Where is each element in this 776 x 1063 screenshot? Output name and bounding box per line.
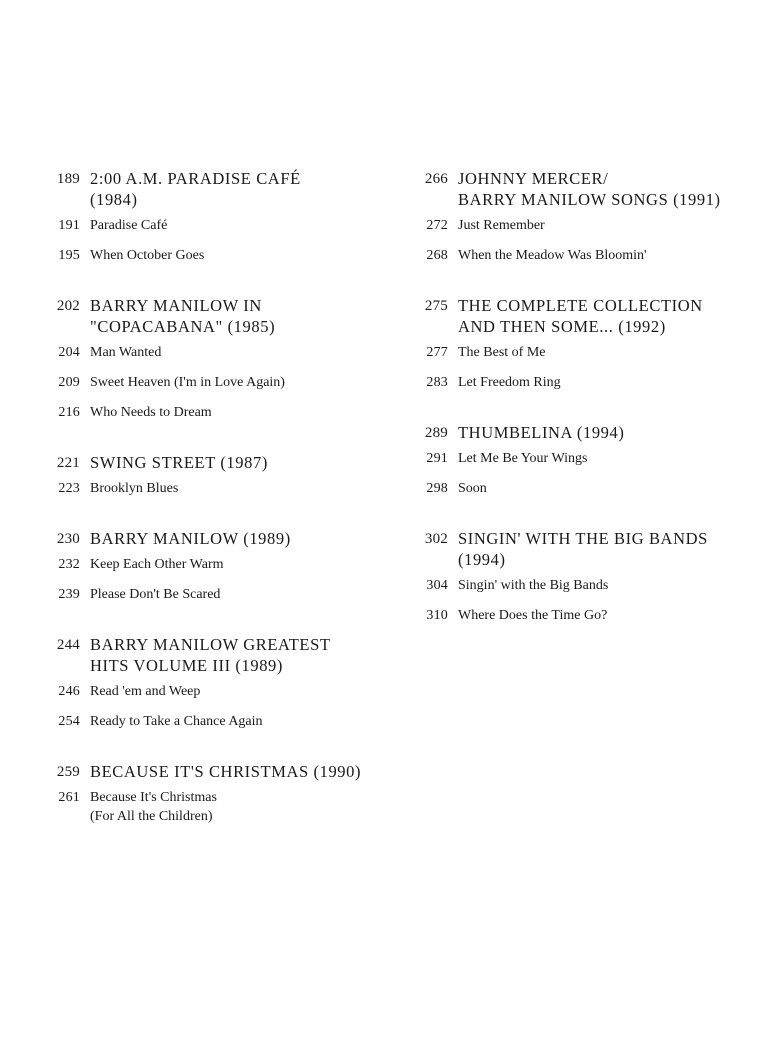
song-entry[interactable] bbox=[40, 343, 390, 362]
album-entry[interactable] bbox=[408, 295, 768, 337]
song-entry[interactable] bbox=[40, 216, 390, 235]
song-entry[interactable] bbox=[408, 479, 768, 498]
song-page-number: 216 bbox=[58, 405, 80, 420]
album-section bbox=[40, 528, 390, 604]
album-title: 2:00 A.M. PARADISE CAFÉ (1984) bbox=[90, 169, 301, 209]
album-entry[interactable] bbox=[40, 452, 390, 473]
song-entry[interactable] bbox=[408, 343, 768, 362]
song-page-number: 223 bbox=[58, 481, 80, 496]
album-section bbox=[408, 422, 768, 498]
album-entry[interactable] bbox=[40, 168, 390, 210]
album-title: SWING STREET (1987) bbox=[90, 453, 268, 472]
toc-right-column bbox=[408, 168, 768, 655]
album-entry[interactable] bbox=[408, 422, 768, 443]
song-title: When the Meadow Was Bloomin' bbox=[458, 248, 647, 263]
album-title: JOHNNY MERCER/ BARRY MANILOW SONGS (1991) bbox=[458, 169, 721, 209]
album-entry[interactable] bbox=[408, 168, 768, 210]
album-section bbox=[408, 295, 768, 392]
album-page-number: 275 bbox=[424, 298, 448, 314]
song-title: Singin' with the Big Bands bbox=[458, 578, 609, 593]
song-entry[interactable] bbox=[40, 682, 390, 701]
song-page-number: 191 bbox=[58, 218, 80, 233]
album-title: THUMBELINA (1994) bbox=[458, 423, 625, 442]
song-title: Man Wanted bbox=[90, 345, 162, 360]
song-title: Let Me Be Your Wings bbox=[458, 451, 588, 466]
song-title: Just Remember bbox=[458, 218, 545, 233]
song-title: When October Goes bbox=[90, 248, 205, 263]
album-section bbox=[40, 295, 390, 422]
album-page-number: 230 bbox=[56, 531, 80, 547]
album-title: BARRY MANILOW (1989) bbox=[90, 529, 291, 548]
song-entry[interactable] bbox=[40, 373, 390, 392]
album-title: BARRY MANILOW IN "COPACABANA" (1985) bbox=[90, 296, 276, 336]
song-title: Where Does the Time Go? bbox=[458, 608, 608, 623]
album-entry[interactable] bbox=[40, 634, 390, 676]
song-entry[interactable] bbox=[408, 373, 768, 392]
album-page-number: 189 bbox=[56, 171, 80, 187]
song-entry[interactable] bbox=[408, 449, 768, 468]
song-page-number: 246 bbox=[58, 684, 80, 699]
song-entry[interactable] bbox=[408, 216, 768, 235]
song-title: Let Freedom Ring bbox=[458, 375, 561, 390]
album-page-number: 302 bbox=[424, 531, 448, 547]
album-section bbox=[40, 634, 390, 731]
song-entry[interactable] bbox=[40, 246, 390, 265]
toc-left-column bbox=[40, 168, 390, 856]
song-title: Who Needs to Dream bbox=[90, 405, 212, 420]
song-page-number: 268 bbox=[426, 248, 448, 263]
song-page-number: 298 bbox=[426, 481, 448, 496]
song-title: Please Don't Be Scared bbox=[90, 587, 221, 602]
song-title: Brooklyn Blues bbox=[90, 481, 179, 496]
song-page-number: 204 bbox=[58, 345, 80, 360]
song-title: The Best of Me bbox=[458, 345, 546, 360]
song-title: Keep Each Other Warm bbox=[90, 557, 224, 572]
song-title: Because It's Christmas (For All the Children) bbox=[90, 790, 217, 824]
album-title: BECAUSE IT'S CHRISTMAS (1990) bbox=[90, 762, 362, 781]
song-page-number: 304 bbox=[426, 578, 448, 593]
album-page-number: 289 bbox=[424, 425, 448, 441]
album-section bbox=[40, 761, 390, 826]
song-entry[interactable] bbox=[40, 712, 390, 731]
album-page-number: 221 bbox=[56, 455, 80, 471]
album-section bbox=[40, 452, 390, 498]
album-entry[interactable] bbox=[408, 528, 768, 570]
song-page-number: 232 bbox=[58, 557, 80, 572]
song-entry[interactable] bbox=[40, 479, 390, 498]
song-entry[interactable] bbox=[408, 246, 768, 265]
song-title: Read 'em and Weep bbox=[90, 684, 201, 699]
song-page-number: 291 bbox=[426, 451, 448, 466]
song-entry[interactable] bbox=[40, 585, 390, 604]
song-entry[interactable] bbox=[408, 606, 768, 625]
song-page-number: 283 bbox=[426, 375, 448, 390]
album-page-number: 244 bbox=[56, 637, 80, 653]
album-entry[interactable] bbox=[40, 528, 390, 549]
song-title: Soon bbox=[458, 481, 487, 496]
album-section bbox=[408, 528, 768, 625]
album-title: SINGIN' WITH THE BIG BANDS (1994) bbox=[458, 529, 708, 569]
song-page-number: 239 bbox=[58, 587, 80, 602]
song-page-number: 261 bbox=[58, 790, 80, 805]
song-page-number: 254 bbox=[58, 714, 80, 729]
album-page-number: 266 bbox=[424, 171, 448, 187]
album-section bbox=[408, 168, 768, 265]
song-title: Paradise Café bbox=[90, 218, 168, 233]
song-page-number: 209 bbox=[58, 375, 80, 390]
song-title: Sweet Heaven (I'm in Love Again) bbox=[90, 375, 285, 390]
album-entry[interactable] bbox=[40, 761, 390, 782]
song-entry[interactable] bbox=[40, 788, 390, 826]
song-page-number: 195 bbox=[58, 248, 80, 263]
album-section bbox=[40, 168, 390, 265]
song-entry[interactable] bbox=[408, 576, 768, 595]
song-entry[interactable] bbox=[40, 555, 390, 574]
song-page-number: 277 bbox=[426, 345, 448, 360]
album-title: THE COMPLETE COLLECTION AND THEN SOME... (1992) bbox=[458, 296, 703, 336]
album-page-number: 202 bbox=[56, 298, 80, 314]
album-title: BARRY MANILOW GREATEST HITS VOLUME III (1989) bbox=[90, 635, 331, 675]
song-page-number: 310 bbox=[426, 608, 448, 623]
song-title: Ready to Take a Chance Again bbox=[90, 714, 263, 729]
song-page-number: 272 bbox=[426, 218, 448, 233]
song-entry[interactable] bbox=[40, 403, 390, 422]
album-page-number: 259 bbox=[56, 764, 80, 780]
album-entry[interactable] bbox=[40, 295, 390, 337]
